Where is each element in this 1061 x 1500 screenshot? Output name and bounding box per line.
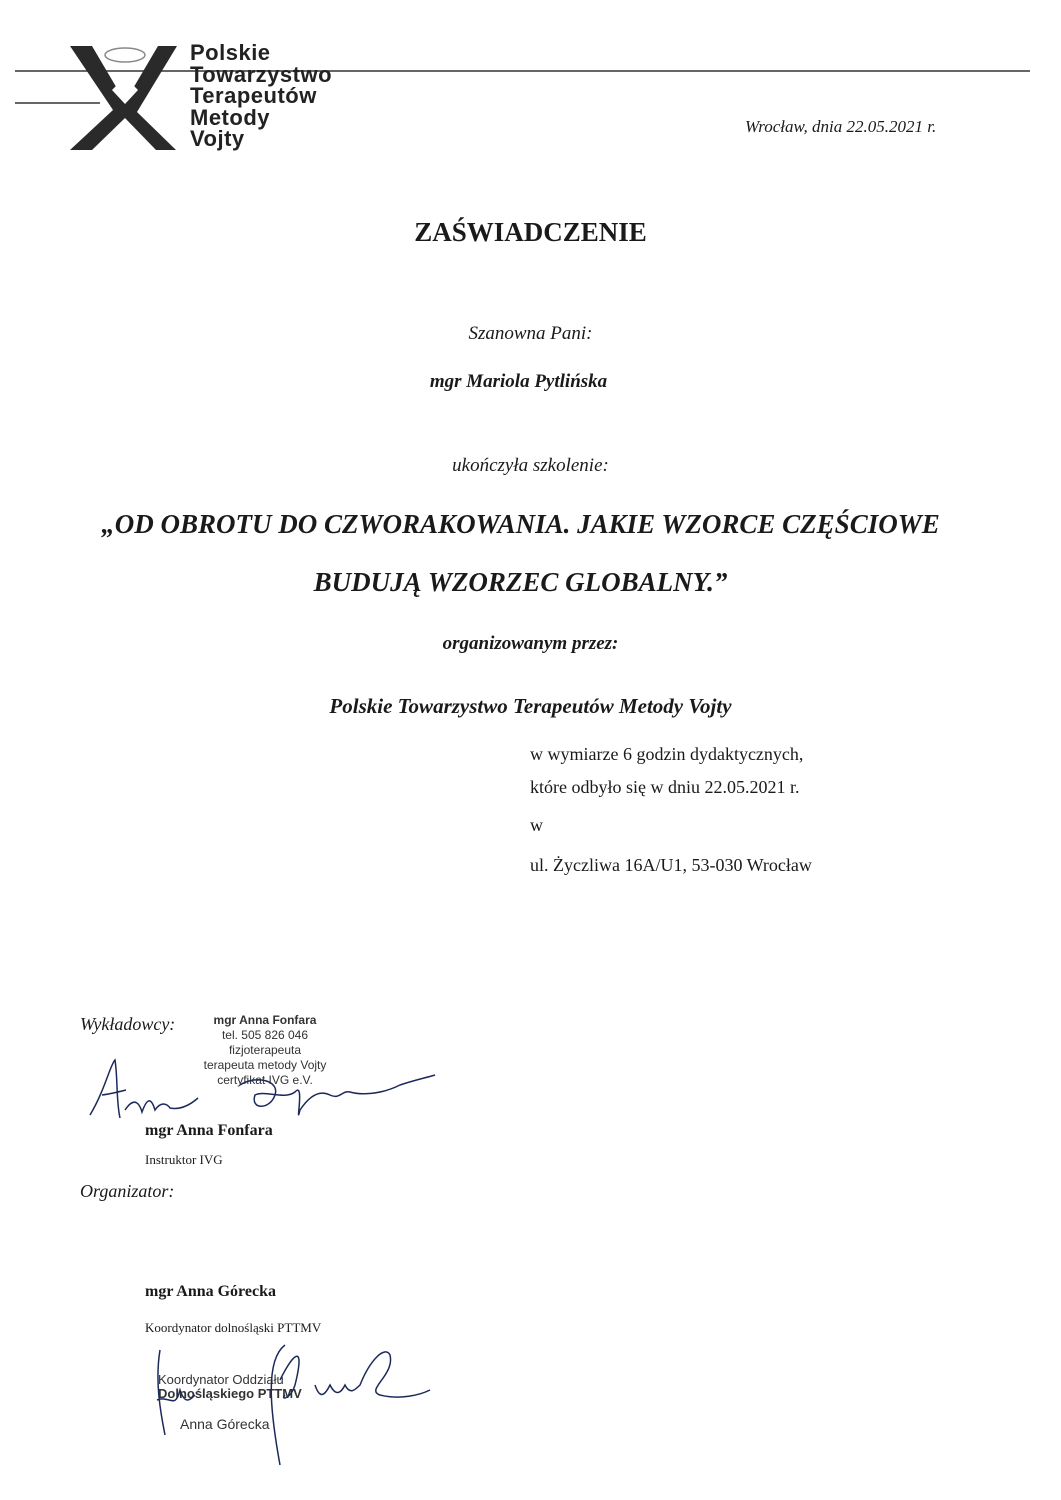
coordinator-signature-icon <box>145 1340 435 1470</box>
stamp-line: certyfikat IVG e.V. <box>217 1073 313 1087</box>
logo-line: Towarzystwo <box>190 61 333 87</box>
organizer-name: Polskie Towarzystwo Terapeutów Metody Vojty <box>329 694 732 718</box>
recipient-name: mgr Mariola Pytlińska <box>429 371 608 392</box>
coordinator-role: Koordynator dolnośląski PTTMV <box>145 1320 322 1335</box>
details-hours: w wymiarze 6 godzin dydaktycznych, <box>530 744 804 764</box>
logo-line: Vojty <box>190 126 245 151</box>
salutation: Szanowna Pani: <box>468 323 593 344</box>
logo-mark-icon <box>0 30 1061 160</box>
details-block <box>530 745 812 875</box>
course-title-line-2: BUDUJĄ WZORZEC GLOBALNY.” <box>313 567 728 597</box>
details-date: które odbyło się w dniu 22.05.2021 r. <box>530 777 800 797</box>
coordinator-name: mgr Anna Górecka <box>145 1283 276 1300</box>
completed-label: ukończyła szkolenie: <box>452 455 609 476</box>
page-title: ZAŚWIADCZENIE <box>414 217 647 247</box>
logo-line: Metody <box>190 104 270 130</box>
organized-by-label: organizowanym przez: <box>442 633 619 654</box>
lecturer-role: Instruktor IVG <box>145 1152 223 1167</box>
lecturer-name: mgr Anna Fonfara <box>145 1122 273 1139</box>
stamp-line: Dolnośląskiego PTTMV <box>158 1386 302 1401</box>
logo-line: Polskie <box>190 40 271 65</box>
logo-text <box>190 42 332 150</box>
details-address: ul. Życzliwa 16A/U1, 53-030 Wrocław <box>530 855 812 875</box>
stamp-line: fizjoterapeuta <box>228 1043 302 1057</box>
stamp-line: terapeuta metody Vojty <box>203 1058 327 1072</box>
lecturers-label: Wykładowcy: <box>80 1014 176 1034</box>
stamp-line: tel. 505 826 046 <box>221 1028 309 1042</box>
course-title-line-1: „OD OBROTU DO CZWORAKOWANIA. JAKIE WZORCE CZĘŚCIOWE <box>101 509 940 539</box>
details-in: w <box>530 815 543 835</box>
organizer-label: Organizator: <box>80 1181 175 1201</box>
logo-line: Terapeutów <box>190 83 317 108</box>
stamp-line: Anna Górecka <box>180 1416 270 1432</box>
issue-date: Wrocław, dnia 22.05.2021 r. <box>745 117 937 136</box>
stamp-line: mgr Anna Fonfara <box>213 1013 317 1027</box>
stamp-line: Koordynator Oddziału <box>158 1372 284 1387</box>
